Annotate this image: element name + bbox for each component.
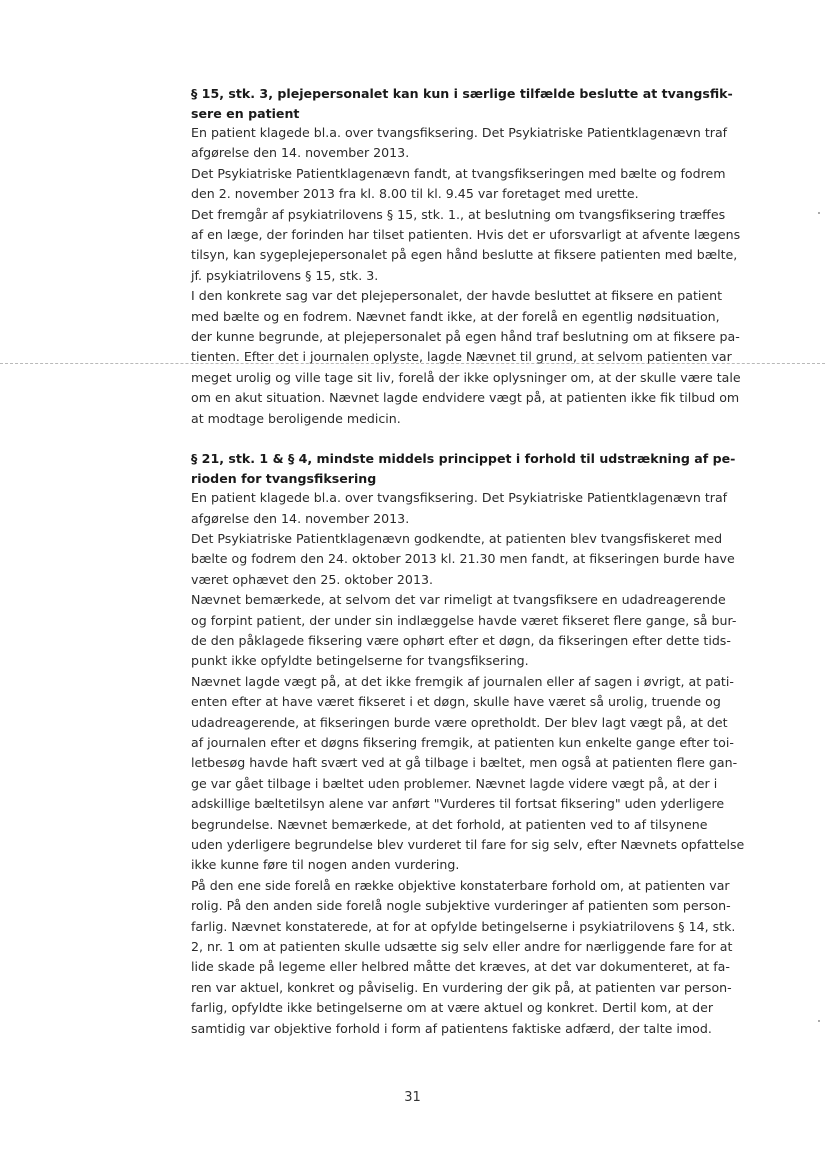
text-line: enten efter at have været fikseret i et døgn, skulle have været så urolig, truende og [191,694,721,710]
paragraph [191,286,744,429]
text-line: Det Psykiatriske Patientklagenævn godkendte, at patienten blev tvangsfiskeret med [191,530,723,546]
text-line: og forpint patient, der under sin indlæggelse havde været fikseret flere gange, så bur- [191,612,737,628]
paragraph [191,205,744,287]
paragraph [191,590,744,672]
text-line: ren var aktuel, konkret og påviselig. En vurdering der gik på, at patienten var person- [191,979,732,995]
page-number: 31 [404,1090,421,1105]
heading-line: § 21, stk. 1 & § 4, mindste middels princippet i forhold til udstrækning af pe- [191,451,736,467]
scan-speck [818,212,820,214]
text-line: Det fremgår af psykiatrilovens § 15, stk. 1., at beslutning om tvangsfiksering træffes [191,206,726,222]
text-line: ikke kunne føre til nogen anden vurdering. [191,857,460,873]
text-line: afgørelse den 14. november 2013. [191,145,410,161]
paragraph [191,529,744,590]
text-line: Nævnet lagde vægt på, at det ikke fremgik af journalen eller af sagen i øvrigt, at pati- [191,673,734,689]
text-line: udadreagerende, at fikseringen burde være opretholdt. Der blev lagt vægt på, at det [191,714,728,730]
text-line: ge var gået tilbage i bæltet uden problemer. Nævnet lagde videre vægt på, at der i [191,775,718,791]
section-1 [191,84,744,429]
text-line: På den ene side forelå en række objektive konstaterbare forhold om, at patienten var [191,877,730,893]
text-line: af journalen efter et døgns fiksering fremgik, at patienten kun enkelte gange efter toi- [191,734,734,750]
text-line: at modtage beroligende medicin. [191,410,401,426]
heading-line: sere en patient [191,105,300,121]
text-line: af en læge, der forinden har tilset patienten. Hvis det er uforsvarligt at afvente lægens [191,227,741,243]
heading-line: rioden for tvangsfiksering [191,470,377,486]
text-line: jf. psykiatrilovens § 15, stk. 3. [191,267,379,283]
text-line: med bælte og en fodrem. Nævnet fandt ikke, at der forelå en egentlig nødsituation, [191,308,720,324]
text-line: Nævnet bemærkede, at selvom det var rimeligt at tvangsfiksere en udadreagerende [191,592,726,608]
text-line: En patient klagede bl.a. over tvangsfiksering. Det Psykiatriske Patientklagenævn traf [191,490,728,506]
text-line: om en akut situation. Nævnet lagde endvidere vægt på, at patienten ikke fik tilbud om [191,390,740,406]
heading-line: § 15, stk. 3, plejepersonalet kan kun i særlige tilfælde beslutte at tvangsfik- [191,86,733,101]
text-line: rolig. På den anden side forelå nogle subjektive vurderinger af patienten som person- [191,898,731,914]
text-line: været ophævet den 25. oktober 2013. [191,571,433,587]
paragraph [191,876,744,1039]
text-line: bælte og fodrem den 24. oktober 2013 kl. 21.30 men fandt, at fikseringen burde have [191,551,735,567]
text-line: 2, nr. 1 om at patienten skulle udsætte sig selv eller andre for nærliggende fare for at [191,939,733,955]
text-line: I den konkrete sag var det plejepersonalet, der havde besluttet at fiksere en patient [191,288,723,304]
text-line: farlig. Nævnet konstaterede, at for at opfylde betingelserne i psykiatrilovens § 14, stk. [191,918,736,934]
text-line: den 2. november 2013 fra kl. 8.00 til kl. 9.45 var foretaget med urette. [191,186,639,202]
text-line: tienten. Efter det i journalen oplyste, lagde Nævnet til grund, at selvom patienten var [191,349,732,365]
text-line: punkt ikke opfyldte betingelserne for tvangsfiksering. [191,653,529,669]
paragraph [191,488,744,529]
text-line: begrundelse. Nævnet bemærkede, at det forhold, at patienten ved to af tilsynene [191,816,708,832]
text-line: tilsyn, kan sygeplejepersonalet på egen hånd beslutte at fiksere patienten med bælte, [191,247,738,263]
section-heading [191,84,744,123]
text-line: der kunne begrunde, at plejepersonalet på egen hånd traf beslutning om at fiksere pa- [191,329,740,345]
text-line: adskillige bæltetilsyn alene var anført "Vurderes til fortsat fiksering" uden yderligere [191,796,725,812]
document-body [191,84,744,1039]
scan-speck [818,1020,820,1022]
text-line: meget urolig og ville tage sit liv, forelå der ikke oplysninger om, at der skulle være tale [191,369,741,385]
text-line: letbesøg havde haft svært ved at gå tilbage i bæltet, men også at patienten flere gan- [191,755,738,771]
text-line: farlig, opfyldte ikke betingelserne om at være aktuel og konkret. Dertil kom, at der [191,1000,714,1016]
paragraph [191,672,744,876]
text-line: samtidig var objektive forhold i form af patientens faktiske adfærd, der talte imod. [191,1020,712,1036]
text-line: lide skade på legeme eller helbred måtte det kræves, at det var dokumenteret, at fa- [191,959,730,975]
text-line: uden yderligere begrundelse blev vurderet til fare for sig selv, efter Nævnets opfattelse [191,837,745,852]
paragraph [191,123,744,164]
section-2 [191,449,744,1039]
text-line: afgørelse den 14. november 2013. [191,510,410,526]
section-heading [191,449,744,488]
paragraph [191,164,744,205]
text-line: de den påklagede fiksering være ophørt efter et døgn, da fikseringen efter dette tids- [191,632,731,648]
text-line: Det Psykiatriske Patientklagenævn fandt, at tvangsfikseringen med bælte og fodrem [191,165,726,181]
text-line: En patient klagede bl.a. over tvangsfiksering. Det Psykiatriske Patientklagenævn traf [191,125,728,140]
